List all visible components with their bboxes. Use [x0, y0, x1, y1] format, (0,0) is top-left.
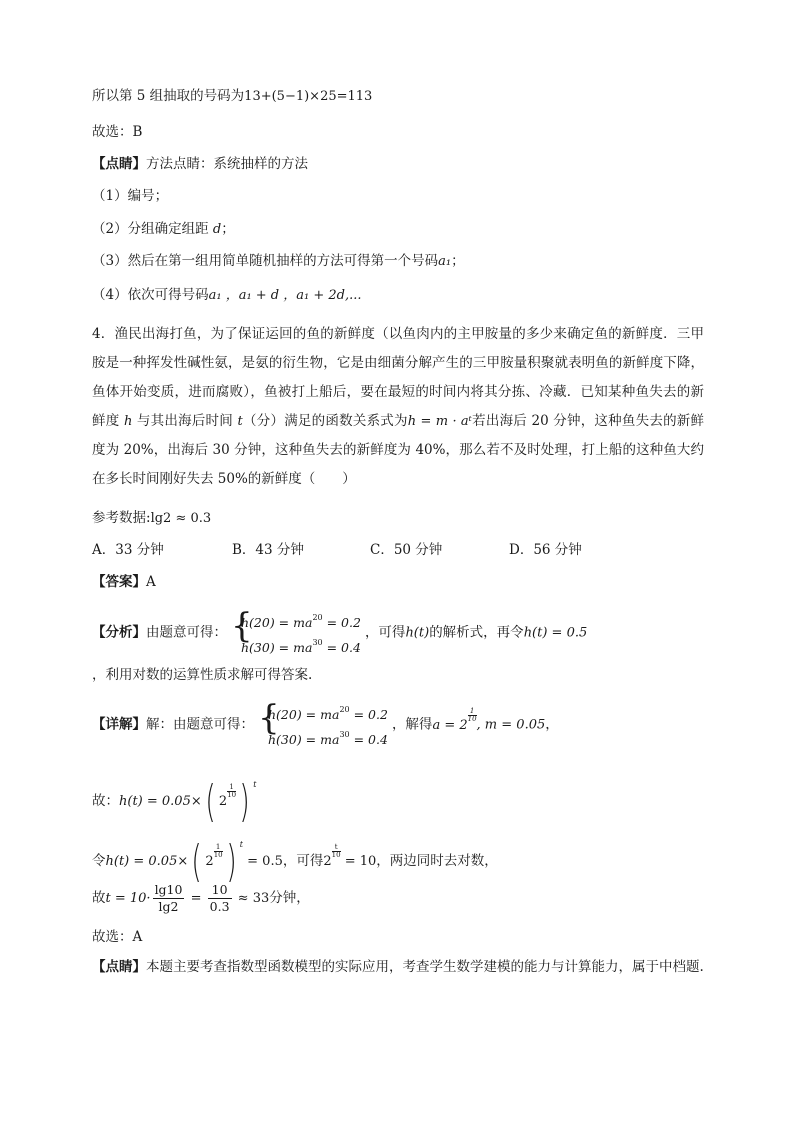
- tip-tag: 【点睛】: [92, 156, 146, 172]
- reference-data: [92, 508, 211, 529]
- system-row-1: $h(20) = ma^{20} = 0.2$: [241, 613, 361, 630]
- formula: 13+(5−1)×25=113: [244, 89, 373, 104]
- option-b: B．43 分钟: [232, 542, 304, 558]
- let-line: 令h(t) = 0.05×( 2 $\frac{1}{10}$ ) $^t$ = 0.5，可得2 $\frac{t}{10}$ = 10，两边同时去对数，: [92, 835, 498, 887]
- let-text: 令: [92, 853, 106, 869]
- ref-label: 参考数据:: [92, 510, 151, 526]
- function-formula: h = m · aᵗ: [407, 414, 472, 429]
- h-of-t: h(t): [405, 625, 430, 641]
- t-text: 故: [92, 890, 106, 906]
- h-of-t-eq: h(t) = 0.5: [523, 625, 588, 641]
- step-2-var: d: [212, 222, 222, 237]
- choose-line: 故选：B: [92, 124, 143, 140]
- question-body-4: 若出海后 20 分钟，这种鱼失去的新鲜度为 20%，出海后 30 分钟，这种鱼失去的新鲜度为 40%，那么若不及时处理，打上船的这种鱼大约在多长时间刚好失去 50%的新鲜度（ ）: [92, 413, 705, 487]
- option-c: C．50 分钟: [370, 542, 443, 558]
- so-math: h(t) = 0.05×: [119, 794, 202, 809]
- comment-text: 本题主要考查指数型函数模型的实际应用，考查学生数学建模的能力与计算能力，属于中档题.: [146, 959, 704, 975]
- answer-value: A: [146, 574, 156, 590]
- analysis-tag: 【分析】: [92, 624, 146, 641]
- detail-text-1: 解：由题意可得：: [146, 716, 254, 733]
- so-text: 故：: [92, 793, 119, 809]
- equation-system-2: { $h(20) = ma^{20} = 0.2$ $h(30) = ma^{30} = 0.4$: [258, 698, 388, 747]
- t-math: t = 10·: [105, 891, 151, 906]
- step-3-var: a₁: [438, 254, 452, 269]
- var-h: h: [124, 414, 133, 429]
- question-body-2: 与其出海后时间: [136, 413, 234, 429]
- step-2: [92, 219, 235, 240]
- step-4-math: a₁ ，a₁ + d ，a₁ + 2d,...: [208, 288, 362, 303]
- analysis-text-2: ，可得: [364, 624, 406, 641]
- analysis-line-2: ，利用对数的运算性质求解可得答案.: [92, 667, 313, 683]
- step-3-end: ；: [451, 253, 465, 269]
- analysis-text-3: 的解析式，再令: [429, 624, 524, 641]
- power-base: 2 $\frac{1}{10}$: [218, 782, 237, 809]
- step-4-text: （4）依次可得号码: [92, 287, 209, 303]
- step-2-text: （2）分组确定组距: [92, 221, 209, 237]
- solution-a: a = 2 $\frac{1}{10}$: [432, 706, 477, 733]
- tip-line: [92, 154, 308, 174]
- option-d: D．56 分钟: [509, 542, 582, 558]
- comment: [92, 953, 704, 982]
- so-line: 故：h(t) = 0.05×( 2 $\frac{1}{10}$ ) $^t$: [92, 775, 257, 827]
- question-body-3: （分）满足的函数关系式为: [242, 413, 408, 429]
- ref-formula: lg2 ≈ 0.3: [150, 511, 212, 526]
- step-3: [92, 251, 465, 272]
- question-4: [92, 320, 704, 494]
- detail-tag: 【详解】: [92, 716, 146, 733]
- line-text: 所以第 5 组抽取的号码为: [92, 88, 245, 104]
- solution-line-1: [92, 86, 372, 107]
- tip-text: 方法点睛：系统抽样的方法: [146, 156, 308, 172]
- detail-line: 【详解】解：由题意可得： { $h(20) = ma^{20} = 0.2$ $h(30) = ma^{30} = 0.4$ ，解得a = 2 $\frac{1}{10}$ , m = 0.05，: [92, 700, 559, 750]
- choose-line-2: 故选：A: [92, 929, 143, 945]
- answer-line: [92, 572, 156, 592]
- exp-eq: 2 $\frac{t}{10}$: [323, 842, 341, 869]
- option-a: A．33 分钟: [92, 542, 164, 558]
- answer-tag: 【答案】: [92, 574, 146, 590]
- analysis-text-1: 由题意可得：: [146, 624, 227, 641]
- fraction-2: $\frac{10}{0.3}$: [209, 882, 230, 914]
- detail-text-2: ，解得: [391, 716, 433, 733]
- step-1: （1）编号；: [92, 188, 169, 204]
- step-3-text: （3）然后在第一组用简单随机抽样的方法可得第一个号码: [92, 253, 439, 269]
- step-2-end: ；: [221, 221, 235, 237]
- equation-system: [231, 608, 361, 658]
- question-number: 4．: [92, 326, 115, 342]
- let-math: h(t) = 0.05×: [105, 854, 189, 869]
- solution-m: , m = 0.05: [476, 717, 546, 733]
- var-t: t: [237, 414, 243, 429]
- system-row-2: $h(30) = ma^{30} = 0.4$: [241, 638, 361, 655]
- analysis-line: [92, 608, 587, 658]
- fraction-1: $\frac{\lg 10}{\lg 2}$: [154, 882, 183, 914]
- comment-tag: 【点睛】: [92, 959, 146, 975]
- t-line: 故t = 10· $\frac{\lg 10}{\lg 2}$ = $\frac{10}{0.3}$ ≈ 33分钟，: [92, 882, 310, 914]
- step-4: [92, 285, 362, 306]
- question-body-1: 渔民出海打鱼，为了保证运回的鱼的新鲜度（以鱼肉内的主甲胺量的多少来确定鱼的新鲜度．三甲胺是一种挥发性碱性氨，是氨的衍生物，它是由细菌分解产生的三甲胺量积聚就表明鱼的新鲜度下降，鱼体开始变质，进而腐败），鱼被打上船后，要在最短的时间内将其分拣、冷藏．已知某种鱼失去的新鲜度: [92, 326, 705, 429]
- brace: {: [231, 606, 253, 646]
